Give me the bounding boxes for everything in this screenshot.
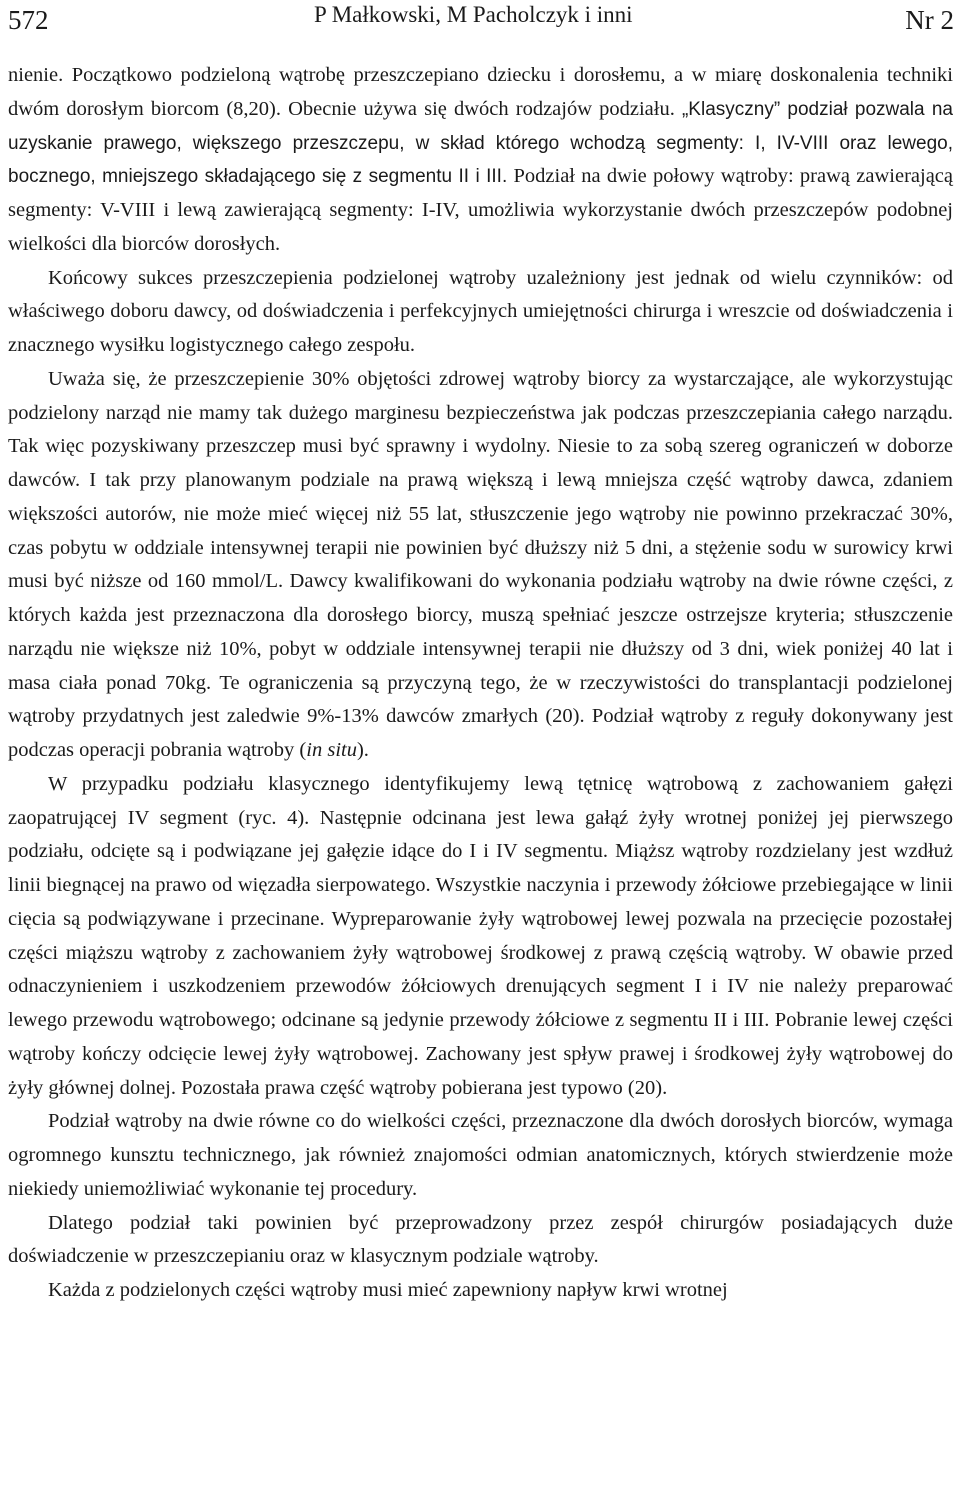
paragraph-3 (8, 363, 953, 768)
paragraph-1-part-c: Podział na dwie połowy wątroby: prawą zawierającą segmenty: V-VIII i lewą zawierającą segmenty: I-IV, umożliwia wykorzystanie dwóch przeszczepów podobnej wielkości dla biorców dorosłych. (8, 165, 953, 255)
paragraph-6: Dlatego podział taki powinien być przeprowadzony przez zespół chirurgów posiadających duże doświadczenie w przeszczepianiu oraz w klasycznym podziale wątroby. (8, 1211, 953, 1268)
paragraph-3-text: Uważa się, że przeszczepienie 30% objętości zdrowej wątroby biorcy za wystarczające, ale wykorzystując podzielony narząd nie mamy tak dużego marginesu bezpieczeństwa jak podczas przeszczepiania całego narządu. Tak więc pozyskiwany przeszczep musi być sprawny i wydolny. Niesie to za sobą szereg ograniczeń w doborze dawców. I tak przy planowanym podziale na prawą większą i lewą mniejsza część wątroby dawca, zdaniem większości autorów, nie może mieć więcej niż 55 lat, stłuszczenie jego wątroby nie powinno przekraczać 30%, czas pobytu w oddziale intensywnej terapii nie powinien być dłuższy niż 5 dni, a stężenie sodu w surowicy krwi musi być niższe od 160 mmol/L. Dawcy kwalifikowani do wykonania podziału wątroby na dwie równe części, z których każda jest przeznaczona dla dorosłego biorcy, muszą spełniać jeszcze ostrzejsze kryteria; stłuszczenie narządu nie większe niż 10%, pobyt w oddziale intensywnej terapii nie dłuższy od 3 dni, wiek poniżej 40 lat i masa ciała ponad 70kg. Te ograniczenia są przyczyną tego, że w rzeczywistości do transplantacji podzielonej wątroby przydatnych jest zaledwie 9%-13% dawców zmarłych (20). Podział wątroby z reguły dokonywany jest podczas operacji pobrania wątroby ( (8, 367, 953, 761)
page-header (0, 0, 960, 50)
running-title: P Małkowski, M Pacholczyk i inni (314, 2, 633, 27)
paragraph-1-part-a: nienie. Początkowo podzieloną wątrobę przeszczepiano dziecku i dorosłemu, a w miarę doskonalenia techniki dwóm dorosłym biorcom (8,20). Obecnie używa się dwóch rodzajów podziału. (8, 64, 953, 120)
issue-number: Nr 2 (905, 5, 954, 35)
paragraph-4: W przypadku podziału klasycznego identyfikujemy lewą tętnicę wątrobową z zachowaniem gałęzi zaopatrującej IV segment (ryc. 4). Następnie odcinana jest lewa gałąź żyły wrotnej poniżej jej pierwszego podziału, odcięte są i podwiązane jej gałęzie idące do I i IV segmentu. Miąższ wątroby rozdzielany jest wzdłuż linii biegnącej na prawo od więzadła sierpowatego. Wszystkie naczynia i przewody żółciowe przebiegające w linii cięcia są podwiązywane i przecinane. Wypreparowanie żyły wątrobowej lewej pozwala na przecięcie pozostałej części miąższu wątroby z zachowaniem żyły wątrobowej środkowej z prawą częścią wątroby. W obawie przed odnaczynieniem i uszkodzeniem przewodów żółciowych drenujących segment I i IV nie należy preparować lewego przewodu wątrobowego; odcinane są jedynie przewody żółciowe z segmentu II i III. Pobranie lewej części wątroby kończy odcięcie lewej żyły wątrobowej. Zachowany jest spływ prawej i środkowej żyły wątrobowej do żyły głównej dolnej. Pozostała prawa część wątroby pobierana jest typowo (20). (8, 772, 953, 1099)
paragraph-5: Podział wątroby na dwie równe co do wielkości części, przeznaczone dla dwóch dorosłych biorców, wymaga ogromnego kunsztu technicznego, jak również znajomości odmian anatomicznych, których stwierdzenie może niekiedy uniemożliwiać wykonanie tej procedury. (8, 1110, 953, 1200)
paragraph-2: Końcowy sukces przeszczepienia podzielonej wątroby uzależniony jest jednak od wielu czynników: od właściwego doboru dawcy, od doświadczenia i perfekcyjnych umiejętności chirurga i wreszcie od doświadczenia i znacznego wysiłku logistycznego całego zespołu. (8, 266, 953, 356)
paragraph-3-italic: in situ (306, 739, 357, 761)
paragraph-7: Każda z podzielonych części wątroby musi mieć zapewniony napływ krwi wrotnej (48, 1279, 728, 1301)
paragraph-1 (8, 59, 953, 262)
article-body (8, 59, 953, 1308)
paragraph-1-part-b: „Klasyczny” podział pozwala na uzyskanie prawego, większego przeszczepu, w skład którego wchodzą segmenty: I, IV-VIII oraz lewego, bocznego, mniejszego składającego się z segmentu II i III. (8, 98, 953, 188)
paragraph-3-end: ). (356, 739, 369, 761)
page-number: 572 (8, 5, 49, 35)
